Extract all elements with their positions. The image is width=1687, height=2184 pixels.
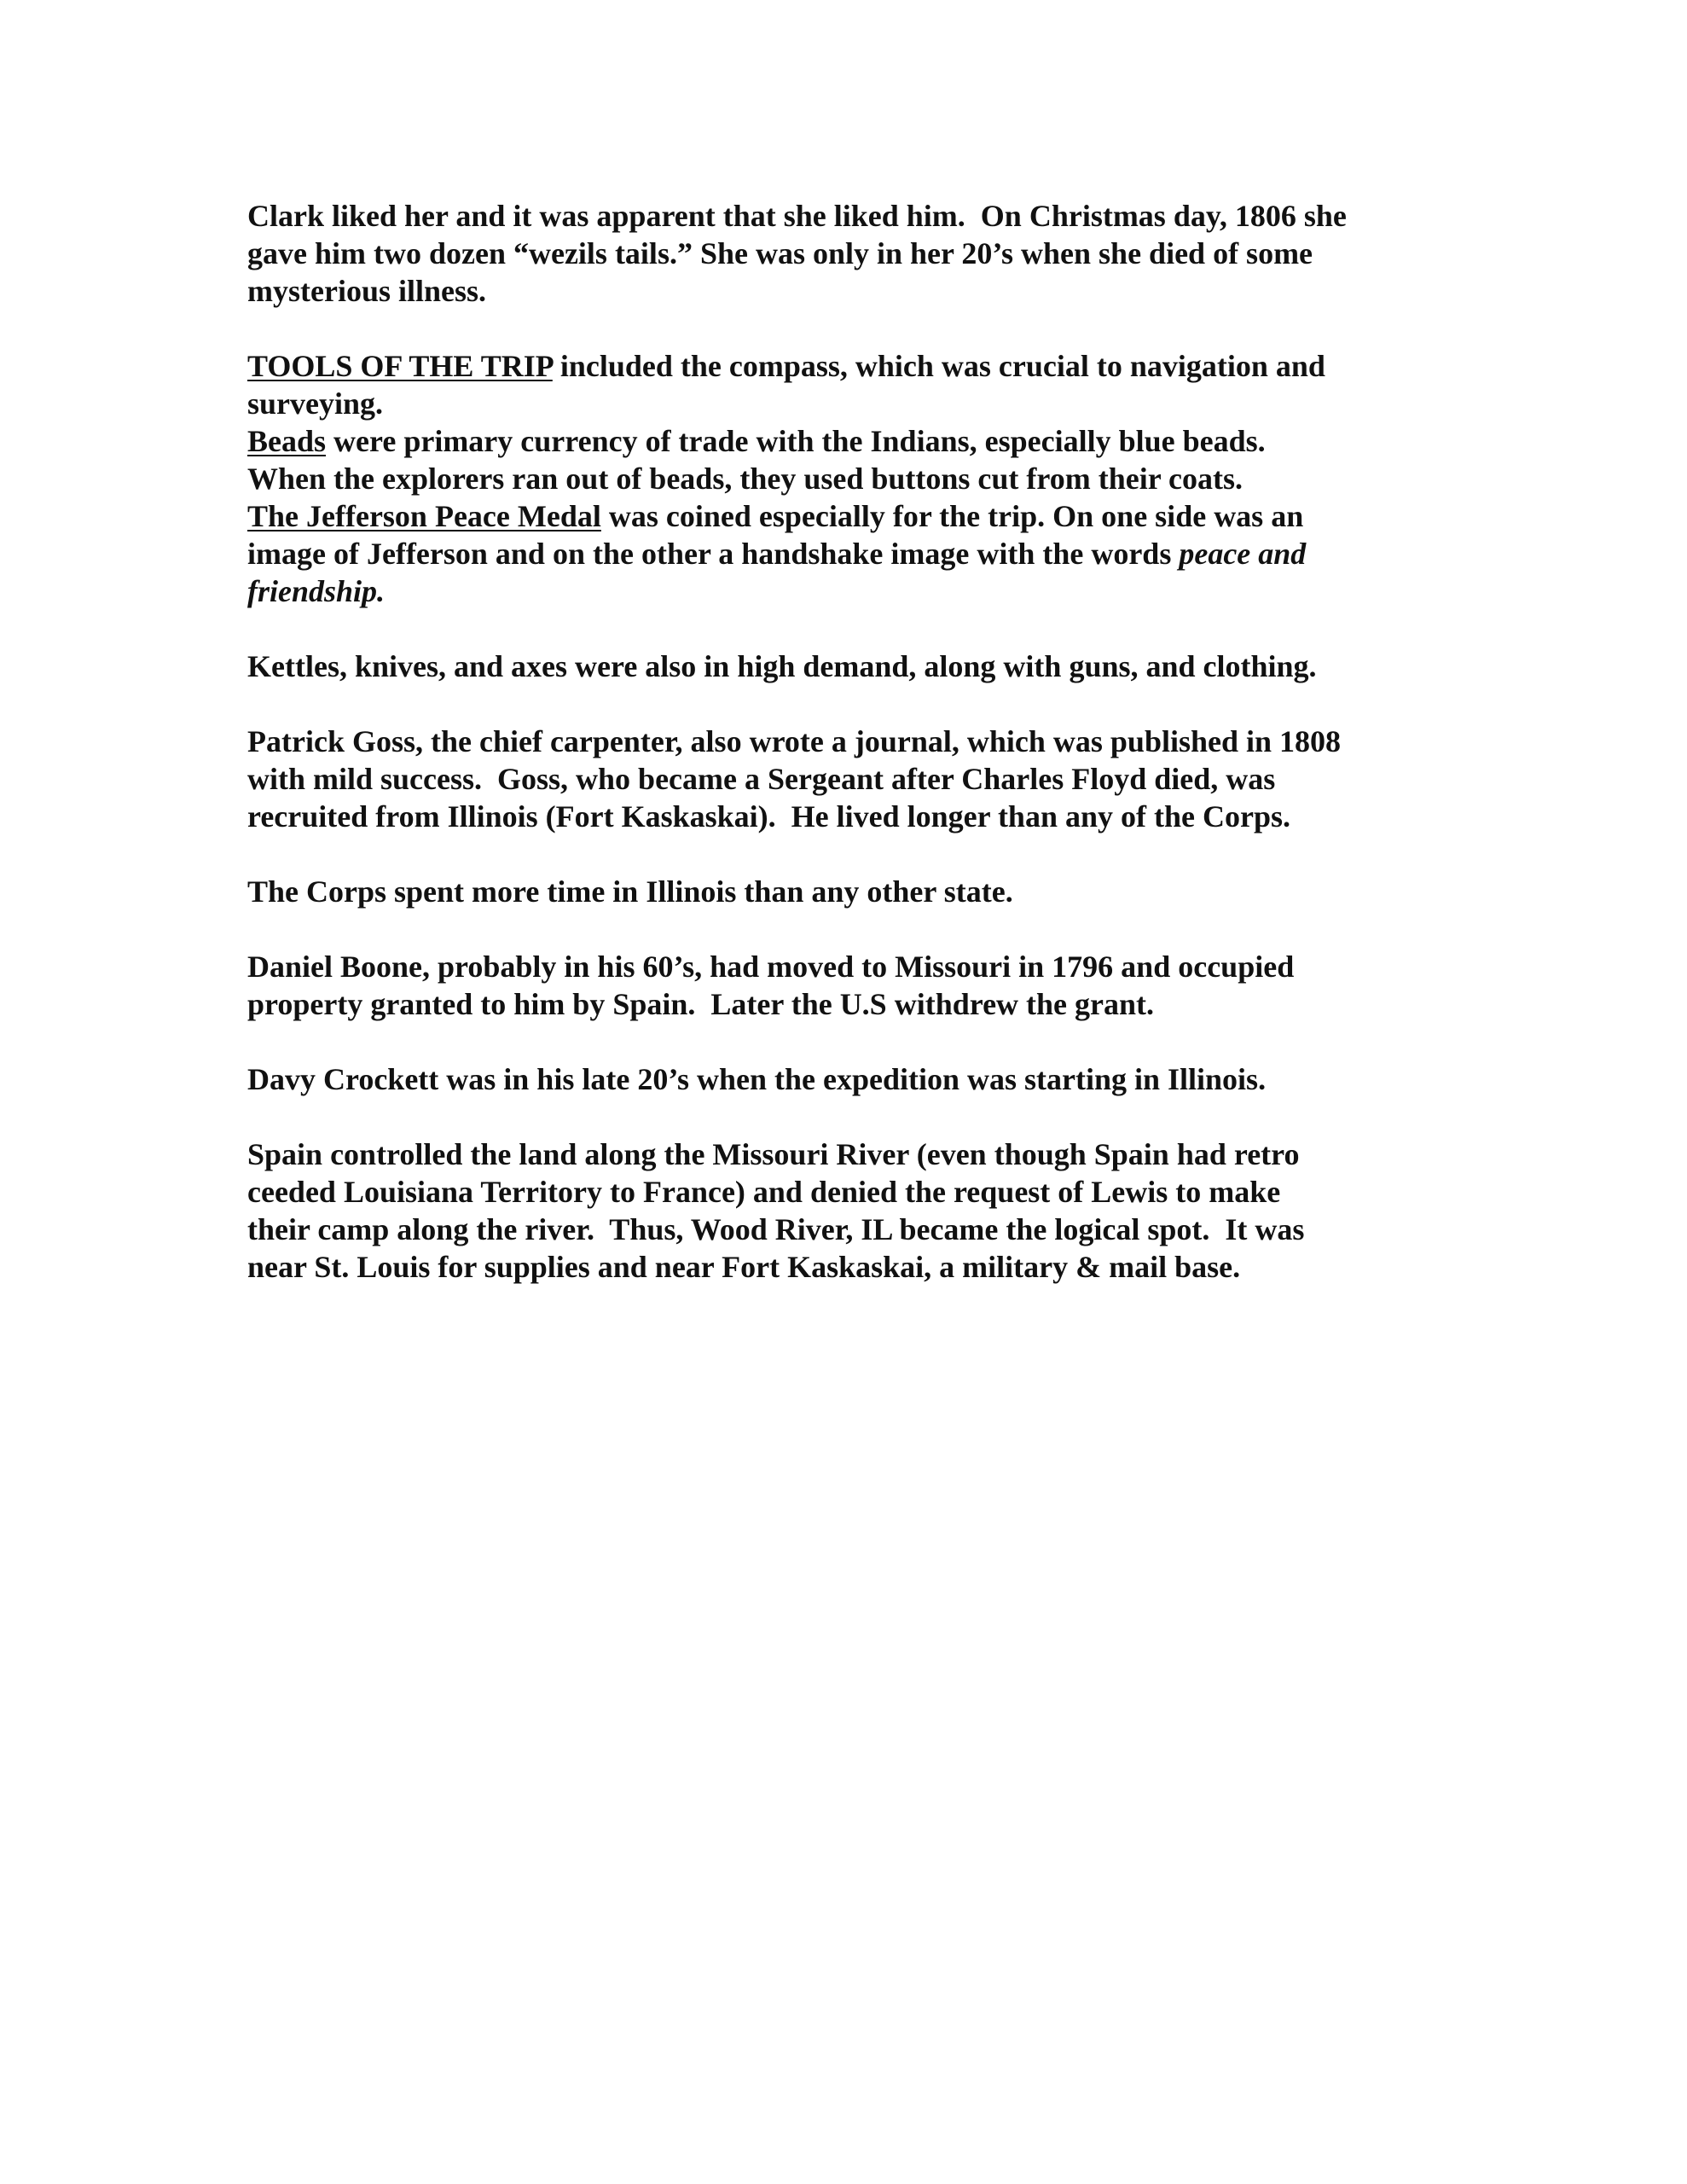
- beads-heading: Beads: [247, 424, 327, 458]
- text-run: image of Jefferson and on the other a handshake image with the words: [247, 537, 1180, 571]
- paragraph-tools: [247, 347, 1458, 610]
- text-line: friendship.: [247, 574, 386, 608]
- paragraph-boone: [247, 948, 1458, 1023]
- paragraph-corps-illinois: [247, 873, 1458, 910]
- tools-heading: TOOLS OF THE TRIP: [247, 349, 553, 383]
- text-line: mysterious illness.: [247, 274, 487, 308]
- text-line: property granted to him by Spain. Later the U.S withdrew the grant.: [247, 987, 1155, 1021]
- paragraph-goss: [247, 723, 1458, 835]
- paragraph-kettles: [247, 648, 1458, 685]
- text-line: with mild success. Goss, who became a Sergeant after Charles Floyd died, was: [247, 762, 1276, 796]
- text-line: [247, 497, 1458, 535]
- document-body: [247, 197, 1458, 1286]
- text-run: were primary currency of trade with the Indians, especially blue beads.: [326, 424, 1266, 458]
- peace-medal-heading: The Jefferson Peace Medal: [247, 499, 601, 533]
- text-line: ceeded Louisiana Territory to France) and denied the request of Lewis to make: [247, 1175, 1281, 1209]
- paragraph-gap: [247, 910, 1458, 948]
- text-run: was coined especially for the trip. On one side was an: [600, 499, 1304, 533]
- text-line: Clark liked her and it was apparent that she liked him. On Christmas day, 1806 she: [247, 199, 1347, 233]
- paragraph-gap: [247, 835, 1458, 873]
- text-line: [247, 535, 1458, 572]
- paragraph-spain: [247, 1136, 1458, 1286]
- text-line: The Corps spent more time in Illinois than any other state.: [247, 874, 1013, 909]
- text-line: their camp along the river. Thus, Wood River, IL became the logical spot. It was: [247, 1212, 1305, 1246]
- text-run: included the compass, which was crucial to navigation and: [552, 349, 1325, 383]
- text-line: Kettles, knives, and axes were also in high demand, along with guns, and clothing.: [247, 649, 1317, 683]
- paragraph-gap: [247, 1098, 1458, 1136]
- text-line: Patrick Goss, the chief carpenter, also wrote a journal, which was published in 1808: [247, 724, 1342, 758]
- paragraph-clark: [247, 197, 1458, 310]
- paragraph-gap: [247, 685, 1458, 723]
- text-line: recruited from Illinois (Fort Kaskaskai). He lived longer than any of the Corps.: [247, 799, 1290, 834]
- text-line: When the explorers ran out of beads, they used buttons cut from their coats.: [247, 462, 1243, 496]
- italic-run: peace and: [1179, 537, 1307, 571]
- paragraph-gap: [247, 1023, 1458, 1060]
- text-line: [247, 347, 1458, 385]
- text-line: Daniel Boone, probably in his 60’s, had moved to Missouri in 1796 and occupied: [247, 950, 1295, 984]
- text-line: surveying.: [247, 386, 384, 421]
- text-line: [247, 422, 1458, 460]
- paragraph-gap: [247, 310, 1458, 347]
- paragraph-gap: [247, 610, 1458, 648]
- text-line: Spain controlled the land along the Missouri River (even though Spain had retro: [247, 1137, 1300, 1171]
- paragraph-crockett: [247, 1060, 1458, 1098]
- text-line: Davy Crockett was in his late 20’s when the expedition was starting in Illinois.: [247, 1062, 1267, 1096]
- text-line: near St. Louis for supplies and near Fort Kaskaskai, a military & mail base.: [247, 1250, 1241, 1284]
- text-line: gave him two dozen “wezils tails.” She was only in her 20’s when she died of some: [247, 236, 1313, 270]
